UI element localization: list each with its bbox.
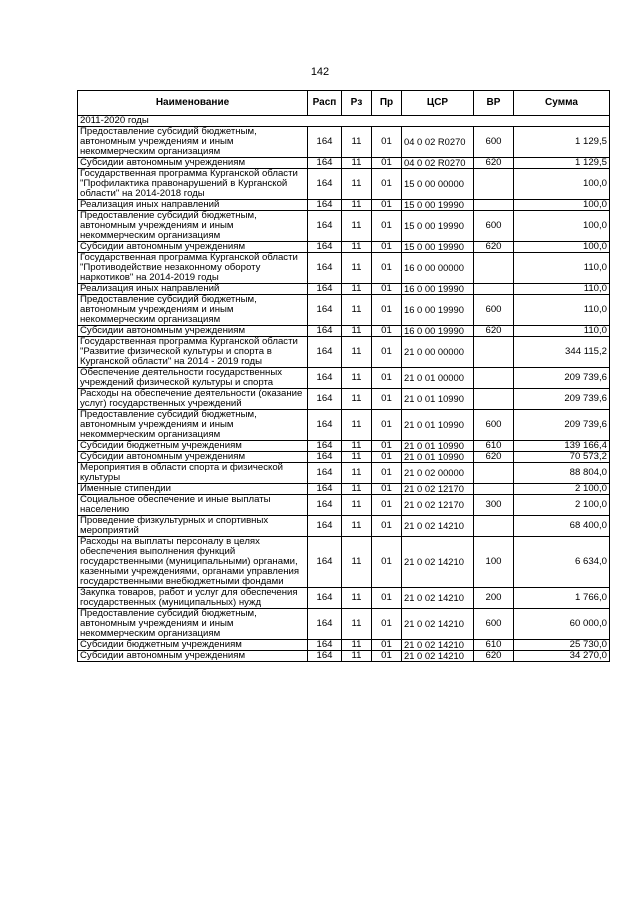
cell-csr: 21 0 02 14210 [402,609,474,640]
cell-rz: 11 [342,242,372,253]
table-row [78,295,610,326]
cell-vr: 620 [474,326,514,337]
cell-vr: 600 [474,609,514,640]
cell-csr: 21 0 01 10990 [402,452,474,463]
cell-rasp: 164 [308,242,342,253]
cell-sum: 70 573,2 [514,452,610,463]
cell-sum: 88 804,0 [514,463,610,484]
cell-name: Закупка товаров, работ и услуг для обеспечения государственных (муниципальных) нужд [78,588,308,609]
cell-rasp: 164 [308,158,342,169]
table-row [78,158,610,169]
cell-pr: 01 [372,337,402,368]
table-row [78,127,610,158]
cell-pr: 01 [372,127,402,158]
cell-rz: 11 [342,516,372,537]
table-row [78,284,610,295]
cell-rasp: 164 [308,410,342,441]
cell-csr: 16 0 00 00000 [402,253,474,284]
header-csr: ЦСР [402,91,474,116]
cell-vr [474,516,514,537]
cell-rasp: 164 [308,537,342,588]
cell-name: Субсидии бюджетным учреждениям [78,441,308,452]
cell-name: Субсидии бюджетным учреждениям [78,640,308,651]
cell-rasp: 164 [308,640,342,651]
cell-sum: 2 100,0 [514,484,610,495]
cell-vr [474,484,514,495]
header-rz: Рз [342,91,372,116]
cell-vr: 620 [474,452,514,463]
header-row [78,91,610,116]
cell-name: Государственная программа Курганской области "Противодействие незаконному обороту наркотиков" на 2014-2019 годы [78,253,308,284]
cell-pr: 01 [372,588,402,609]
cell-vr [474,169,514,200]
cell-pr: 01 [372,253,402,284]
cell-sum: 2 100,0 [514,495,610,516]
cell-csr: 15 0 00 19990 [402,242,474,253]
cell-rasp: 164 [308,495,342,516]
cell-csr: 04 0 02 R0270 [402,127,474,158]
cell-pr: 01 [372,441,402,452]
cell-sum: 110,0 [514,295,610,326]
cell-csr: 21 0 02 00000 [402,463,474,484]
cell-name: Проведение физкультурных и спортивных мероприятий [78,516,308,537]
cell-rasp: 164 [308,169,342,200]
cell-rz: 11 [342,337,372,368]
cell-sum: 100,0 [514,242,610,253]
table-row [78,452,610,463]
cell-name: Субсидии автономным учреждениям [78,651,308,662]
table-row [78,463,610,484]
cell-pr: 01 [372,284,402,295]
cell-vr [474,389,514,410]
cell-name: Расходы на обеспечение деятельности (оказание услуг) государственных учреждений [78,389,308,410]
cell-name: Мероприятия в области спорта и физической культуры [78,463,308,484]
cell-rasp: 164 [308,452,342,463]
cell-name: Реализация иных направлений [78,284,308,295]
cell-csr: 21 0 02 14210 [402,640,474,651]
cell-name: Субсидии автономным учреждениям [78,242,308,253]
cell-rasp: 164 [308,463,342,484]
cell-rasp: 164 [308,441,342,452]
header-vr: ВР [474,91,514,116]
cell-csr: 21 0 02 12170 [402,484,474,495]
cell-vr: 620 [474,158,514,169]
table-row [78,337,610,368]
table-row [78,484,610,495]
cell-pr: 01 [372,640,402,651]
cell-vr: 620 [474,242,514,253]
continuation-text: 2011-2020 годы [78,116,610,127]
cell-pr: 01 [372,495,402,516]
cell-rasp: 164 [308,253,342,284]
cell-csr: 15 0 00 19990 [402,200,474,211]
cell-pr: 01 [372,537,402,588]
cell-sum: 110,0 [514,253,610,284]
cell-rz: 11 [342,609,372,640]
cell-vr: 100 [474,537,514,588]
cell-name: Государственная программа Курганской области "Развитие физической культуры и спорта в Курганской области" на 2014 - 2019 годы [78,337,308,368]
cell-sum: 209 739,6 [514,389,610,410]
cell-rz: 11 [342,463,372,484]
table-row [78,651,610,662]
cell-rz: 11 [342,588,372,609]
cell-sum: 1 129,5 [514,127,610,158]
table-row [78,253,610,284]
cell-rasp: 164 [308,609,342,640]
cell-name: Социальное обеспечение и иные выплаты населению [78,495,308,516]
cell-csr: 21 0 02 14210 [402,516,474,537]
cell-rasp: 164 [308,284,342,295]
cell-rasp: 164 [308,337,342,368]
cell-vr [474,337,514,368]
cell-sum: 60 000,0 [514,609,610,640]
cell-vr: 610 [474,441,514,452]
table-row [78,640,610,651]
cell-rz: 11 [342,200,372,211]
cell-csr: 04 0 02 R0270 [402,158,474,169]
cell-pr: 01 [372,211,402,242]
cell-rz: 11 [342,368,372,389]
table-row [78,410,610,441]
cell-rz: 11 [342,537,372,588]
cell-name: Предоставление субсидий бюджетным, автономным учреждениям и иным некоммерческим организациям [78,410,308,441]
cell-rz: 11 [342,484,372,495]
cell-rz: 11 [342,169,372,200]
table-row [78,211,610,242]
cell-csr: 21 0 02 14210 [402,537,474,588]
table-row [78,368,610,389]
cell-pr: 01 [372,463,402,484]
cell-csr: 21 0 02 14210 [402,651,474,662]
cell-vr [474,463,514,484]
cell-rasp: 164 [308,295,342,326]
table-row [78,242,610,253]
cell-pr: 01 [372,295,402,326]
cell-name: Субсидии автономным учреждениям [78,452,308,463]
cell-pr: 01 [372,516,402,537]
cell-pr: 01 [372,200,402,211]
cell-pr: 01 [372,242,402,253]
page-number: 142 [310,66,330,78]
cell-name: Субсидии автономным учреждениям [78,158,308,169]
cell-rz: 11 [342,495,372,516]
cell-csr: 21 0 01 10990 [402,441,474,452]
table-row [78,516,610,537]
cell-rz: 11 [342,284,372,295]
cell-sum: 68 400,0 [514,516,610,537]
cell-rz: 11 [342,640,372,651]
cell-sum: 100,0 [514,169,610,200]
table-row [78,609,610,640]
cell-pr: 01 [372,158,402,169]
cell-csr: 15 0 00 19990 [402,211,474,242]
header-name: Наименование [78,91,308,116]
cell-rasp: 164 [308,389,342,410]
cell-sum: 110,0 [514,284,610,295]
table-row [78,537,610,588]
cell-vr: 600 [474,410,514,441]
cell-sum: 100,0 [514,211,610,242]
cell-sum: 1 129,5 [514,158,610,169]
cell-pr: 01 [372,651,402,662]
cell-csr: 21 0 01 10990 [402,410,474,441]
cell-csr: 21 0 02 12170 [402,495,474,516]
cell-rasp: 164 [308,211,342,242]
cell-rasp: 164 [308,326,342,337]
cell-pr: 01 [372,484,402,495]
cell-vr: 600 [474,211,514,242]
table-row [78,200,610,211]
cell-name: Именные стипендии [78,484,308,495]
cell-sum: 344 115,2 [514,337,610,368]
cell-pr: 01 [372,609,402,640]
budget-table [77,90,610,662]
cell-sum: 25 730,0 [514,640,610,651]
cell-csr: 21 0 02 14210 [402,588,474,609]
cell-csr: 21 0 01 00000 [402,368,474,389]
cell-sum: 6 634,0 [514,537,610,588]
cell-vr [474,200,514,211]
cell-pr: 01 [372,410,402,441]
cell-vr: 600 [474,295,514,326]
cell-sum: 209 739,6 [514,368,610,389]
cell-rz: 11 [342,651,372,662]
cell-rz: 11 [342,295,372,326]
cell-name: Государственная программа Курганской области "Профилактика правонарушений в Курганской области" на 2014-2018 годы [78,169,308,200]
cell-rz: 11 [342,211,372,242]
cell-pr: 01 [372,326,402,337]
header-rasp: Расп [308,91,342,116]
cell-rz: 11 [342,389,372,410]
cell-name: Обеспечение деятельности государственных учреждений физической культуры и спорта [78,368,308,389]
cell-vr: 200 [474,588,514,609]
table-row [78,389,610,410]
cell-rz: 11 [342,253,372,284]
cell-vr: 610 [474,640,514,651]
cell-csr: 21 0 00 00000 [402,337,474,368]
cell-sum: 100,0 [514,200,610,211]
cell-sum: 139 166,4 [514,441,610,452]
table-row [78,588,610,609]
cell-sum: 110,0 [514,326,610,337]
cell-name: Расходы на выплаты персоналу в целях обеспечения выполнения функций государственными (муниципальными) органами, казенными учреждениями, органами управления государственными внебюджетными фондами [78,537,308,588]
cell-pr: 01 [372,389,402,410]
cell-rz: 11 [342,158,372,169]
cell-vr [474,368,514,389]
cell-rz: 11 [342,326,372,337]
cell-csr: 16 0 00 19990 [402,284,474,295]
cell-rasp: 164 [308,484,342,495]
cell-name: Субсидии автономным учреждениям [78,326,308,337]
cell-rz: 11 [342,410,372,441]
table-row [78,169,610,200]
header-sum: Сумма [514,91,610,116]
cell-name: Предоставление субсидий бюджетным, автономным учреждениям и иным некоммерческим организациям [78,211,308,242]
table-row [78,326,610,337]
table-row [78,441,610,452]
cell-rasp: 164 [308,651,342,662]
cell-vr: 300 [474,495,514,516]
cell-pr: 01 [372,169,402,200]
continuation-row [78,116,610,127]
cell-csr: 16 0 00 19990 [402,326,474,337]
cell-rz: 11 [342,441,372,452]
header-pr: Пр [372,91,402,116]
cell-name: Предоставление субсидий бюджетным, автономным учреждениям и иным некоммерческим организациям [78,609,308,640]
cell-rasp: 164 [308,368,342,389]
cell-sum: 1 766,0 [514,588,610,609]
cell-rz: 11 [342,452,372,463]
cell-rz: 11 [342,127,372,158]
cell-vr: 620 [474,651,514,662]
cell-rasp: 164 [308,516,342,537]
cell-rasp: 164 [308,200,342,211]
cell-pr: 01 [372,452,402,463]
cell-rasp: 164 [308,588,342,609]
cell-csr: 15 0 00 00000 [402,169,474,200]
cell-csr: 21 0 01 10990 [402,389,474,410]
table-row [78,495,610,516]
cell-vr [474,284,514,295]
cell-name: Предоставление субсидий бюджетным, автономным учреждениям и иным некоммерческим организациям [78,295,308,326]
cell-name: Реализация иных направлений [78,200,308,211]
cell-pr: 01 [372,368,402,389]
cell-vr [474,253,514,284]
cell-vr: 600 [474,127,514,158]
cell-rasp: 164 [308,127,342,158]
cell-sum: 34 270,0 [514,651,610,662]
cell-csr: 16 0 00 19990 [402,295,474,326]
cell-name: Предоставление субсидий бюджетным, автономным учреждениям и иным некоммерческим организациям [78,127,308,158]
cell-sum: 209 739,6 [514,410,610,441]
